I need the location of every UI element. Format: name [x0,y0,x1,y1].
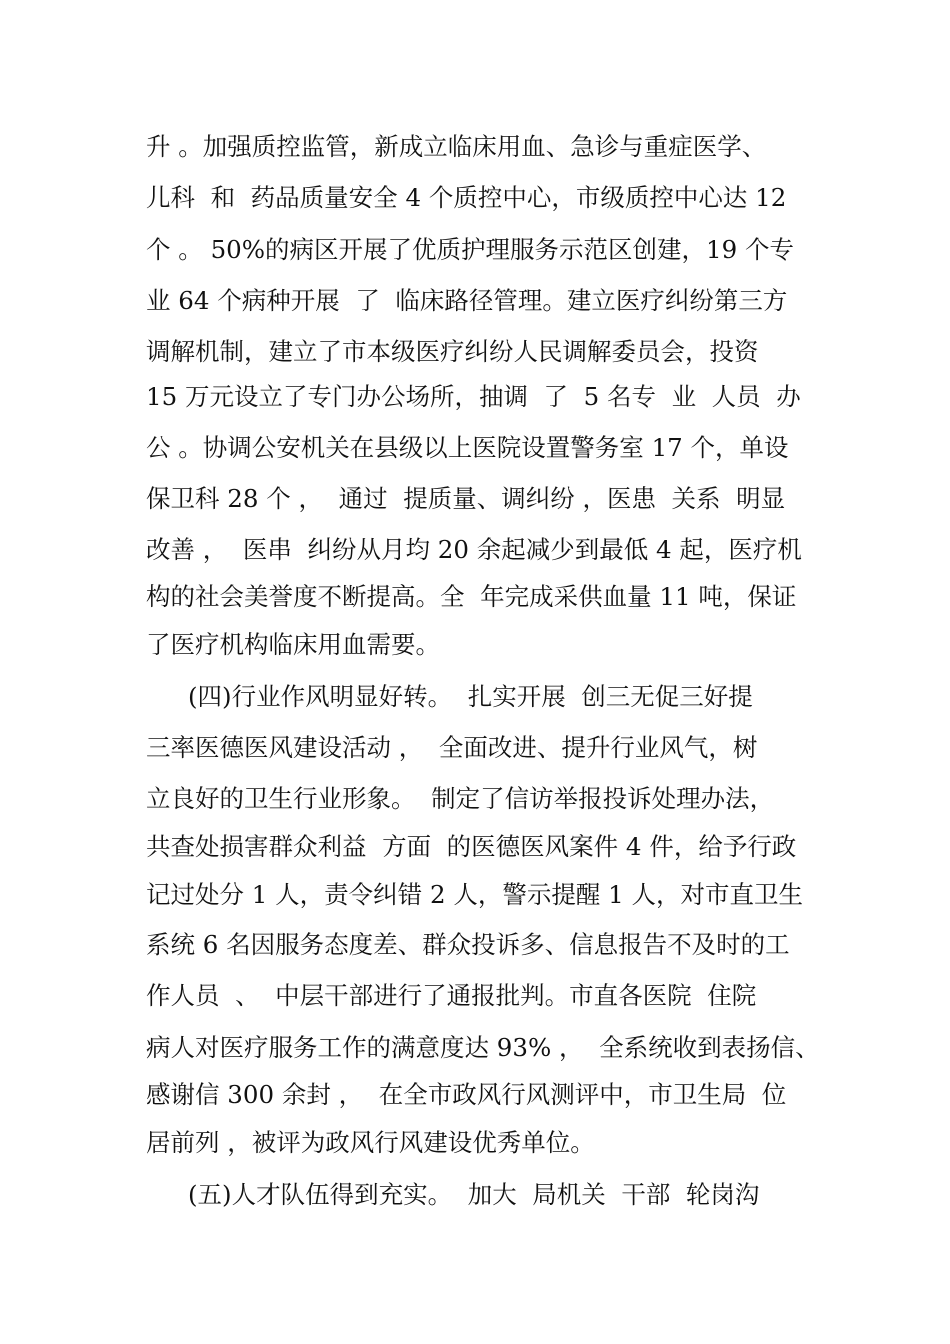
text-line-17: 系统 6 名因服务态度差、群众投诉多、信息报告不及时的工 [146,930,790,959]
text-line-13: 三率医德医风建设活动 ， 全面改进、提升行业风气，树 [146,733,758,762]
text-line-7: 公 。协调公安机关在县级以上医院设置警务室 17 个，单设 [146,433,789,462]
section-heading-4: (四)行业作风明显好转。 扎实开展 创三无促三好提 [188,682,753,711]
text-line-6: 15 万元设立了专门办公场所，抽调 了 5 名专 业 人员 办 [146,382,801,411]
text-line-8: 保卫科 28 个 ， 通过 提质量、调纠纷 ，医患 关系 明显 [146,484,786,513]
text-line-16: 记过处分 1 人，责令纠错 2 人，警示提醒 1 人，对市直卫生 [146,880,803,909]
text-line-11: 了医疗机构临床用血需要。 [146,630,440,659]
text-line-21: 居前列 ，被评为政风行风建设优秀单位。 [146,1128,595,1157]
text-line-14: 立良好的卫生行业形象。 制定了信访举报投诉处理办法， [146,784,775,813]
text-line-2: 儿科 和 药品质量安全 4 个质控中心，市级质控中心达 12 [146,183,787,212]
text-line-1: 升 。加强质控监管，新成立临床用血、急诊与重症医学、 [146,132,767,161]
text-line-9: 改善 ， 医串 纠纷从月均 20 余起减少到最低 4 起，医疗机 [146,535,802,564]
text-line-18: 作人员 、 中层干部进行了通报批判。市直各医院 住院 [146,981,757,1010]
text-line-5: 调解机制，建立了市本级医疗纠纷人民调解委员会，投资 [146,337,759,366]
text-line-4: 业 64 个病种开展 了 临床路径管理。建立医疗纠纷第三方 [146,286,788,315]
text-line-10: 构的社会美誉度不断提高。全 年完成采供血量 11 吨，保证 [146,582,797,611]
text-line-15: 共查处损害群众利益 方面 的医德医风案件 4 件，给予行政 [146,832,797,861]
section-heading-5: (五)人才队伍得到充实。 加大 局机关 干部 轮岗沟 [188,1180,760,1209]
text-line-19: 病人对医疗服务工作的满意度达 93% ， 全系统收到表扬信、 [146,1033,820,1062]
text-line-20: 感谢信 300 余封 ， 在全市政风行风测评中，市卫生局 位 [146,1080,787,1109]
text-line-3: 个 。 50%的病区开展了优质护理服务示范区创建，19 个专 [146,235,794,264]
